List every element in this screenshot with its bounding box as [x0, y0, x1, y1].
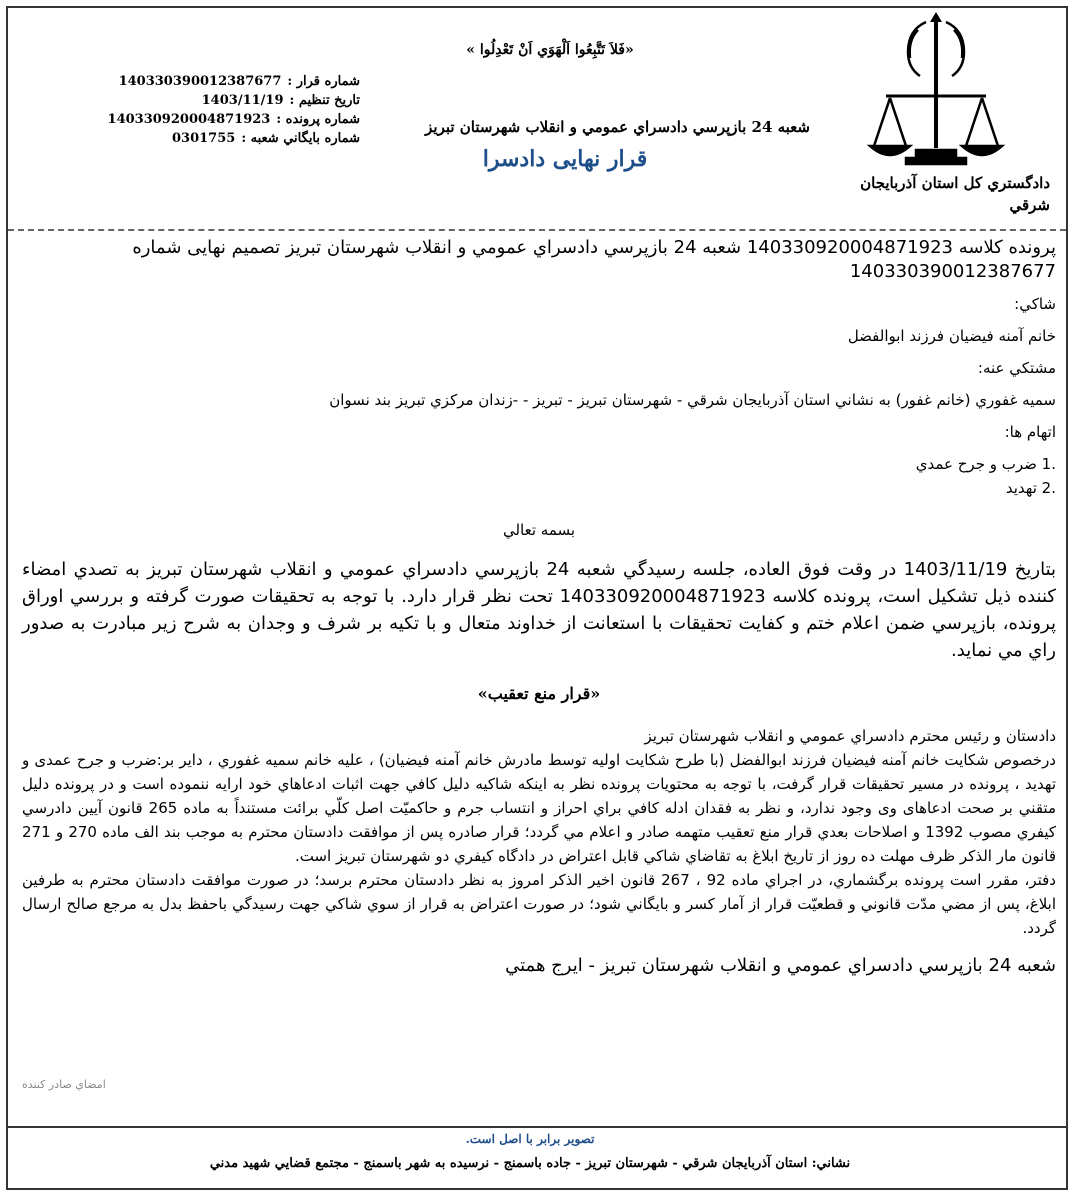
- charge-item-2: .2 تهديد: [1005, 479, 1056, 497]
- court-name-line-2: شرقي: [1009, 196, 1050, 214]
- document-body: [22, 236, 1056, 978]
- charge-item-1: .1 ضرب و جرح عمدي: [915, 455, 1056, 473]
- accused-label: مشتكي عنه:: [977, 359, 1056, 377]
- accused-detail: سميه غفوري (خانم غفور) به نشاني استان آذربايجان شرقي - شهرستان تبريز - تبريز - -زندان مركزي تبريز بند نسوان: [329, 391, 1056, 409]
- meta-row-file-number: شماره پرونده : 140330920004871923: [107, 112, 360, 127]
- meta-row-archive-number: شماره بايگاني شعبه : 0301755: [171, 131, 360, 146]
- decision-paragraph: درخصوص شكايت خانم آمنه فيضيان فرزند ابوالفضل (با طرح شكايت اوليه توسط مادرش خانم آمنه فيضيان) ، عليه خانم سميه غفوري ، داير بر:ضرب و جرح عمدی و تهديد ، پرونده در مسير تحقيقات قرار گرفت، با توجه به محتويات پرونده نظر به اينكه شاكيه دليل كافي جهت اثبات ادعاهاي خود ارايه ننموده است و در پرونده دليل متقني بر صحت ادعاهای وی وجود ندارد، و نظر به فقدان ادله كافي براي احراز و انتساب جرم و حاكميّت اصل كلّي برائت مستنداً به ماده 265 قانون آيين دادرسي كيفري مصوب 1392 و اصلاحات بعدي قرار منع تعقيب متهمه صادر و اعلام مي گردد؛ قرار صادره پس از موافقت دادستان محترم به موجب بند الف ماده 270 و 271 قانون مار الذكر ظرف مهلت ده روز از تاريخ ابلاغ به تقاضاي شاكي قابل اعتراض در دادگاه كيفري دو شهرستان تبريز است.: [22, 751, 1056, 865]
- branch-name: شعبه 24 بازپرسي دادسراي عمومي و انقلاب شهرستان تبريز: [425, 118, 810, 136]
- address-line: نشاني: استان آذربايجان شرقي - شهرستان تبريز - جاده باسمنج - نرسيده به شهر باسمنج - مجتمع قضايي شهيد مدني: [209, 1156, 851, 1171]
- header-divider: [8, 229, 1066, 231]
- court-name-line-1: دادگستري كل استان آذربايجان: [860, 174, 1050, 192]
- meta-row-decision-number: شماره قرار : 140330390012387677: [118, 74, 360, 89]
- meta-row-date: تاريخ تنظيم : 1403/11/19: [201, 93, 360, 108]
- session-paragraph: بتاريخ 1403/11/19 در وقت فوق العاده، جلسه رسيدگي شعبه 24 بازپرسي دادسراي عمومي و انقلاب شهرستان تبريز به تصدي امضاء كننده ذيل تشكيل است، پرونده كلاسه 140330920004871923 تحت نظر قرار دارد. با توجه به تحقيقات صورت گرفته و بررسي اوراق پرونده، بازپرسي ضمن اعلام ختم و كفايت تحقيقات با استعانت از خداوند متعال و با تكيه بر شرف و وجدان به شرح زير مبادرت به صدور راي مي نمايد.: [22, 559, 1057, 661]
- court-name: [800, 172, 1050, 216]
- signature-label: امضاي صادر كننده: [22, 1078, 106, 1091]
- certified-copy-note: تصوير برابر با اصل است.: [465, 1132, 595, 1146]
- motto: «فَلاَ تَتَّبِعُوا اَلْهَوَي اَنْ تَعْدِلُوا »: [466, 42, 634, 58]
- judiciary-emblem-icon: [866, 8, 1006, 178]
- complainant-label: شاكي:: [1014, 295, 1056, 313]
- addressee: دادستان و رئيس محترم دادسراي عمومي و انقلاب شهرستان تبريز: [644, 727, 1056, 745]
- document-title: قرار نهايى دادسرا: [482, 146, 648, 172]
- bismillah: بسمه تعالي: [502, 521, 576, 539]
- case-meta: [90, 72, 360, 148]
- signature-line: شعبه 24 بازپرسي دادسراي عمومي و انقلاب شهرستان تبريز - ايرج همتي: [505, 955, 1056, 976]
- intro-line: پرونده كلاسه 140330920004871923 شعبه 24 بازپرسي دادسراي عمومي و انقلاب شهرستان تبريز تصميم نهايى شماره 140330390012387677: [132, 237, 1056, 282]
- charges-label: اتهام ها:: [1004, 423, 1056, 441]
- office-paragraph: دفتر، مقرر است پرونده برگشماري، در اجراي ماده 92 ، 267 قانون اخير الذكر امروز به نظر دادستان محترم برسد؛ در صورت موافقت دادستان محترم به طرفين ابلاغ، پس از مضي مدّت قانوني و قطعيّت قرار از آمار كسر و بايگاني شود؛ در صورت اعتراض به قرار از سوي شاكي جهت رسيدگي باحفظ بدل به مرجع صالح ارسال گردد.: [22, 871, 1056, 937]
- complainant-name: خانم آمنه فيضيان فرزند ابوالفضل: [847, 327, 1056, 345]
- footer-divider: [8, 1126, 1066, 1128]
- decision-title: «قرار منع تعقيب»: [477, 684, 601, 703]
